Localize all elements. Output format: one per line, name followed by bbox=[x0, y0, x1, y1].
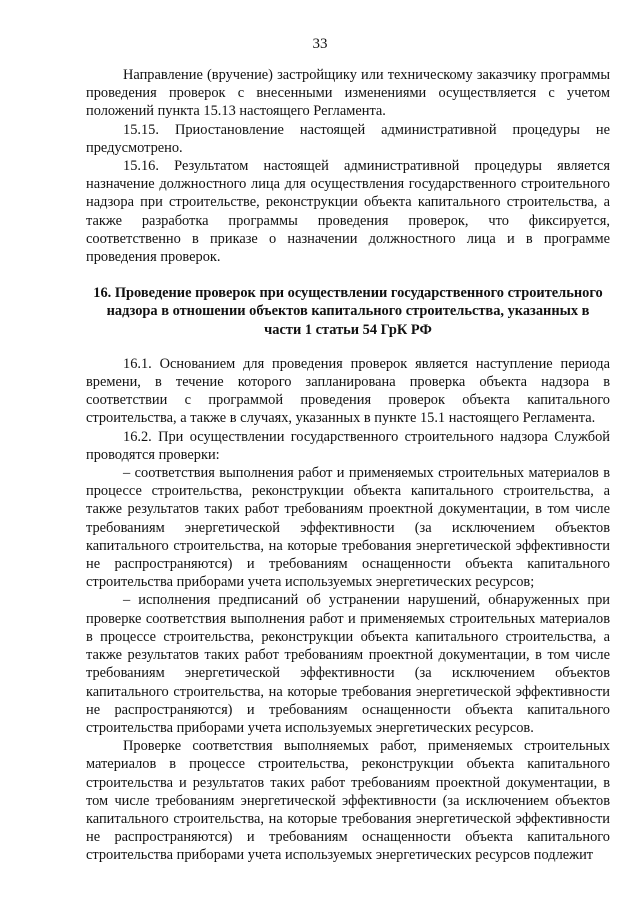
paragraph-16-2: 16.2. При осуществлении государственного строительного надзора Службой проводятся проверки: bbox=[86, 428, 610, 463]
paragraph-directing-program: Направление (вручение) застройщику или техническому заказчику программы проведения проверок с внесенными изменениями осуществляется с учетом положений пункта 15.13 настоящего Регламента. bbox=[86, 67, 610, 120]
paragraph-16-1: 16.1. Основанием для проведения проверок является наступление периода времени, в течение которого запланирована проверка объекта надзора в соответствии с программой проведения проверок объекта капитального строительства, а также в случаях, указанных в пункте 15.1 настоящего Регламента. bbox=[86, 355, 610, 427]
page-number: 33 bbox=[312, 36, 328, 52]
paragraph-15-16: 15.16. Результатом настоящей административной процедуры является назначение должностного лица для осуществления государственного строительного надзора при строительстве, реконструкции объекта капитального строительства, а также разработка программы проведения проверок, что фиксируется, соответственно в приказе о назначении должностного лица и в программе проведения проверок. bbox=[86, 158, 610, 266]
paragraph-15-15: 15.15. Приостановление настоящей административной процедуры не предусмотрено. bbox=[86, 121, 610, 156]
document-body bbox=[86, 66, 610, 865]
list-item-orders-execution: – исполнения предписаний об устранении нарушений, обнаруженных при проверке соответствия выполнения работ и применяемых строительных материалов в процессе строительства, реконструкции объекта капитального строительства, а также результатов таких работ требованиям проектной документации, в том числе требованиям энергетической эффективности (за исключением объектов капитального строительства, на которые требования энергетической эффективности не распространяются) и требованиям оснащенности объекта капитального строительства приборами учета используемых энергетических ресурсов. bbox=[86, 592, 610, 736]
section-heading-16: 16. Проведение проверок при осуществлении государственного строительного надзора в отношении объектов капитального строительства, указанных в части 1 статьи 54 ГрК РФ bbox=[93, 285, 603, 338]
paragraph-verification-subject: Проверке соответствия выполняемых работ, применяемых строительных материалов в процессе строительства, реконструкции объекта капитального строительства и результатов таких работ требованиям проектной документации, в том числе требованиям энергетической эффективности (за исключением объектов капитального строительства, на которые требования энергетической эффективности не распространяются) и требованиям оснащенности объекта капитального строительства приборами учета используемых энергетических ресурсов подлежит bbox=[86, 738, 610, 864]
list-item-compliance-check: – соответствия выполнения работ и применяемых строительных материалов в процессе строительства, реконструкции объекта капитального строительства, а также результатов таких работ требованиям проектной документации, в том числе требованиям энергетической эффективности (за исключением объектов капитального строительства, на которые требования энергетической эффективности не распространяются) и требованиям оснащенности объекта капитального строительства приборами учета используемых энергетических ресурсов; bbox=[86, 465, 610, 591]
